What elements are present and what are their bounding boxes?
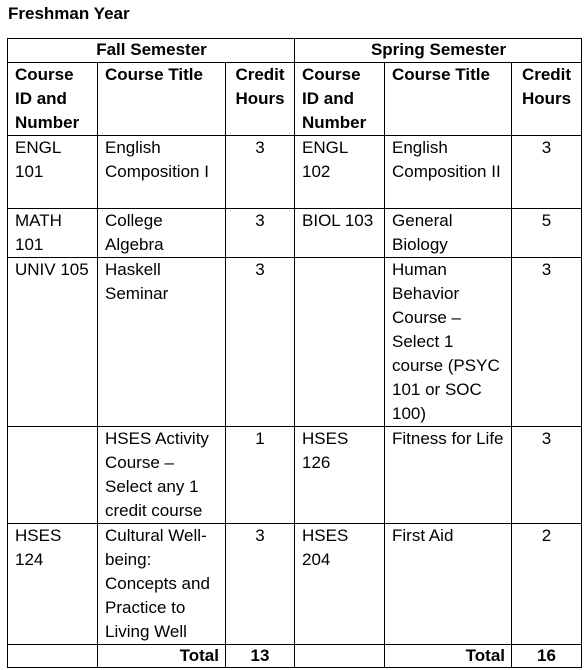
spring-course-id: ENGL 102 — [295, 136, 385, 209]
fall-course-id: UNIV 105 — [8, 258, 98, 427]
spring-credit-hours: 3 — [512, 427, 582, 524]
spring-course-id: HSES 126 — [295, 427, 385, 524]
spring-total-spacer — [295, 645, 385, 668]
fall-credit-hours: 1 — [226, 427, 295, 524]
fall-course-id: HSES 124 — [8, 524, 98, 645]
spring-course-id-header: Course ID and Number — [295, 63, 385, 136]
fall-semester-heading: Fall Semester — [8, 39, 295, 63]
fall-credit-hours-header: Credit Hours — [226, 63, 295, 136]
spring-course-id — [295, 258, 385, 427]
spring-course-title: Human Behavior Course – Select 1 course (PSYC 101 or SOC 100) — [385, 258, 512, 427]
table-row — [8, 258, 582, 427]
fall-total-spacer — [8, 645, 98, 668]
spring-course-id: HSES 204 — [295, 524, 385, 645]
spring-course-id: BIOL 103 — [295, 209, 385, 258]
spring-credit-hours-header: Credit Hours — [512, 63, 582, 136]
spring-semester-heading: Spring Semester — [295, 39, 582, 63]
fall-course-title: College Algebra — [98, 209, 226, 258]
fall-course-id: MATH 101 — [8, 209, 98, 258]
fall-credit-hours: 3 — [226, 209, 295, 258]
fall-credit-hours: 3 — [226, 136, 295, 209]
fall-course-id: ENGL 101 — [8, 136, 98, 209]
fall-course-title-header: Course Title — [98, 63, 226, 136]
fall-credit-hours: 3 — [226, 524, 295, 645]
table-row — [8, 136, 582, 209]
spring-course-title-header: Course Title — [385, 63, 512, 136]
fall-total-label: Total — [98, 645, 226, 668]
spring-course-title: Fitness for Life — [385, 427, 512, 524]
totals-row — [8, 645, 582, 668]
spring-course-title: General Biology — [385, 209, 512, 258]
fall-course-title: Cultural Well-being: Concepts and Practice to Living Well — [98, 524, 226, 645]
spring-total-value: 16 — [512, 645, 582, 668]
spring-course-title: English Composition II — [385, 136, 512, 209]
table-row — [8, 427, 582, 524]
spring-credit-hours: 5 — [512, 209, 582, 258]
fall-course-id — [8, 427, 98, 524]
course-schedule-table — [7, 38, 582, 668]
fall-course-title: English Composition I — [98, 136, 226, 209]
table-row — [8, 209, 582, 258]
spring-total-label: Total — [385, 645, 512, 668]
fall-course-id-header: Course ID and Number — [8, 63, 98, 136]
page-title: Freshman Year — [8, 4, 130, 23]
table-row — [8, 524, 582, 645]
spring-credit-hours: 3 — [512, 258, 582, 427]
spring-course-title: First Aid — [385, 524, 512, 645]
column-header-row — [8, 63, 582, 136]
fall-course-title: Haskell Seminar — [98, 258, 226, 427]
fall-credit-hours: 3 — [226, 258, 295, 427]
fall-total-value: 13 — [226, 645, 295, 668]
semester-header-row — [8, 39, 582, 63]
fall-course-title: HSES Activity Course – Select any 1 credit course — [98, 427, 226, 524]
spring-credit-hours: 2 — [512, 524, 582, 645]
spring-credit-hours: 3 — [512, 136, 582, 209]
